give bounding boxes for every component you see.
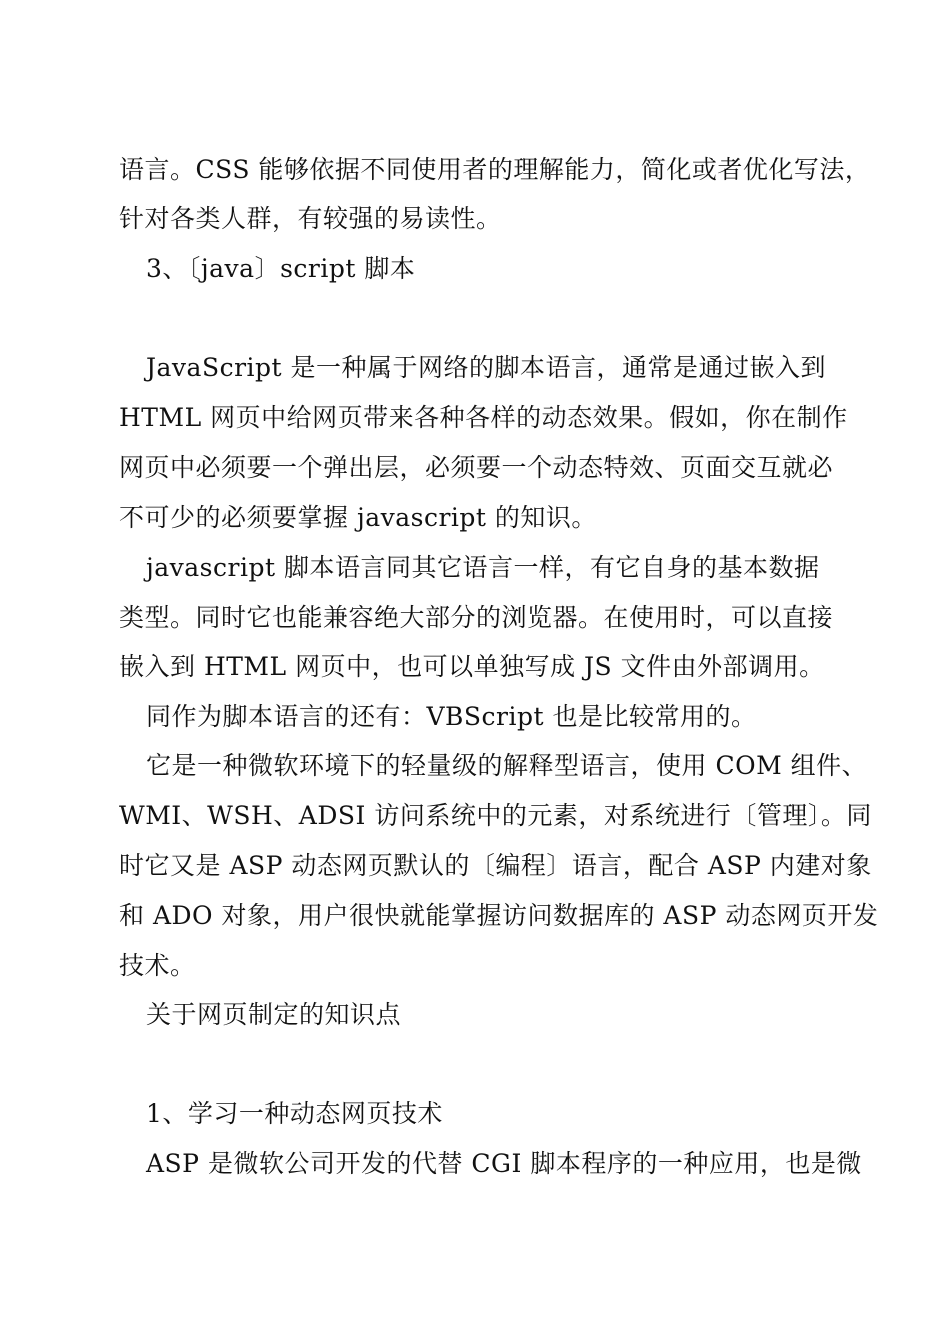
paragraph-line: 网页中必须要一个弹出层，必须要一个动态特效、页面交互就必 <box>119 453 834 482</box>
paragraph-line: 类型。同时它也能兼容绝大部分的浏览器。在使用时，可以直接 <box>119 603 834 632</box>
paragraph-line: ASP 是微软公司开发的代替 CGI 脚本程序的一种应用，也是微 <box>146 1149 862 1178</box>
section-heading: 关于网页制定的知识点 <box>146 1000 402 1029</box>
paragraph-line: 技术。 <box>119 951 196 980</box>
paragraph-line: 和 ADO 对象，用户很快就能掌握访问数据库的 ASP 动态网页开发 <box>119 901 879 930</box>
paragraph-line: 针对各类人群，有较强的易读性。 <box>119 204 502 233</box>
section-heading: 1、学习一种动态网页技术 <box>146 1099 443 1128</box>
paragraph-line: HTML 网页中给网页带来各种各样的动态效果。假如，你在制作 <box>119 403 848 432</box>
paragraph-line: 不可少的必须要掌握 javascript 的知识。 <box>119 503 597 532</box>
section-heading: 3、〔java〕script 脚本 <box>146 254 416 283</box>
paragraph-line: 语言。CSS 能够依据不同使用者的理解能力，简化或者优化写法， <box>119 155 871 184</box>
paragraph-line: 嵌入到 HTML 网页中，也可以单独写成 JS 文件由外部调用。 <box>119 652 825 681</box>
paragraph-line: JavaScript 是一种属于网络的脚本语言，通常是通过嵌入到 <box>146 353 827 382</box>
paragraph-line: WMI、WSH、ADSI 访问系统中的元素，对系统进行〔管理〕。同 <box>119 801 872 830</box>
paragraph-line: 同作为脚本语言的还有：VBScript 也是比较常用的。 <box>146 702 757 731</box>
paragraph-line: 时它又是 ASP 动态网页默认的〔编程〕语言，配合 ASP 内建对象 <box>119 851 872 880</box>
paragraph-line: 它是一种微软环境下的轻量级的解释型语言，使用 COM 组件、 <box>146 751 868 780</box>
paragraph-line: javascript 脚本语言同其它语言一样，有它自身的基本数据 <box>146 553 820 582</box>
